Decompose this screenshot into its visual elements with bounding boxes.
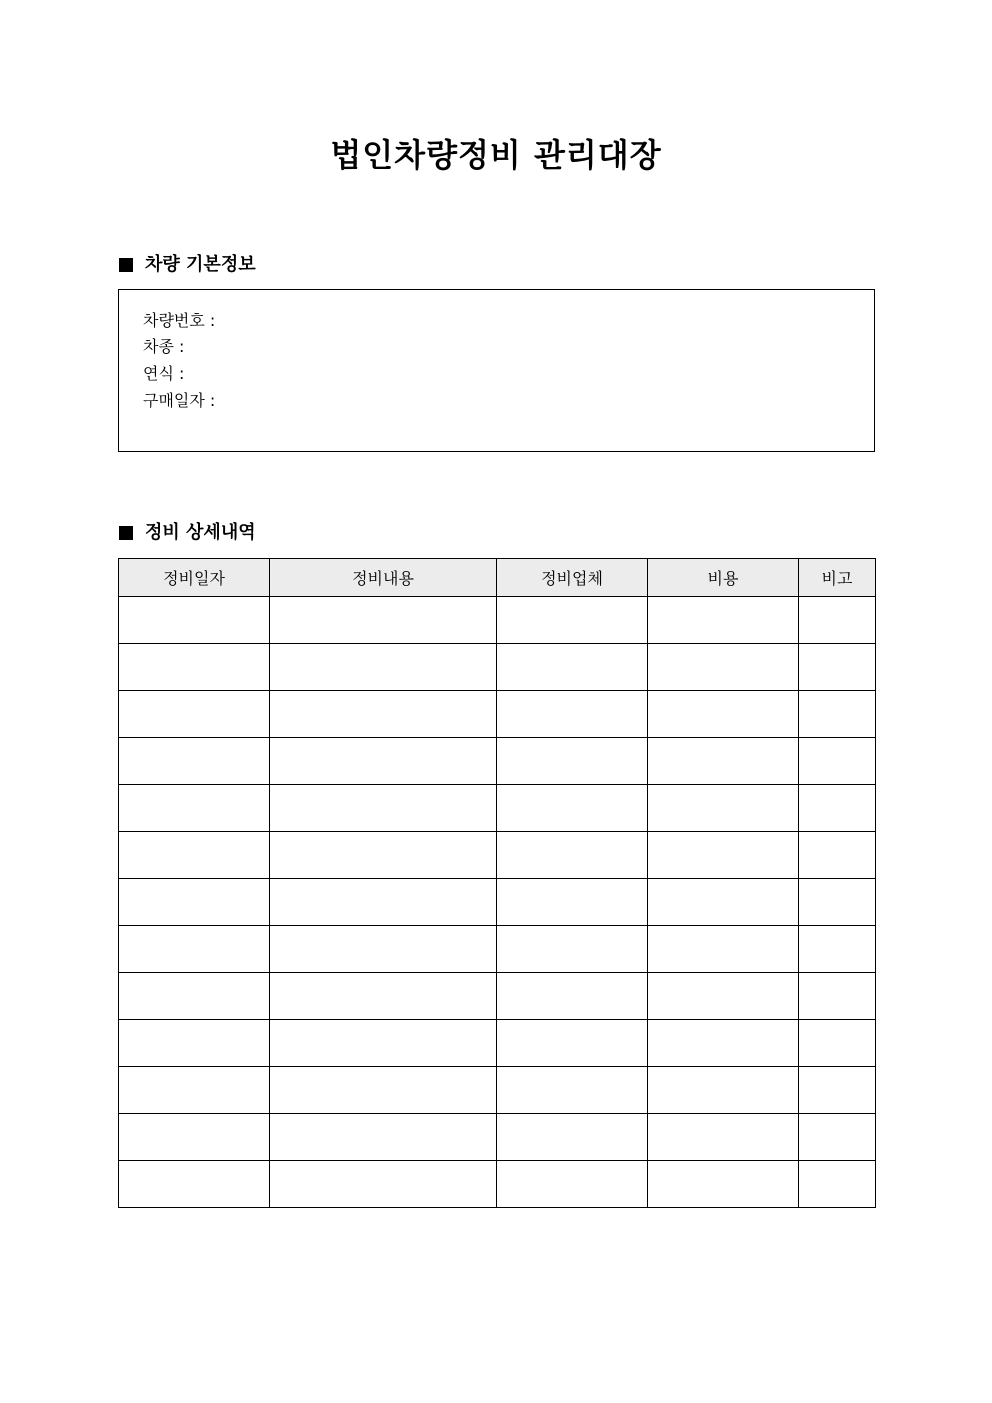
cell-content[interactable] (270, 832, 497, 879)
cell-date[interactable] (119, 597, 270, 644)
page-title: 법인차량정비 관리대장 (330, 136, 662, 174)
cell-vendor[interactable] (497, 973, 648, 1020)
column-header-vendor: 정비업체 (497, 559, 648, 597)
table-row (119, 1161, 876, 1208)
vehicle-info-box (118, 289, 875, 452)
cell-note[interactable] (799, 832, 876, 879)
cell-vendor[interactable] (497, 1161, 648, 1208)
cell-content[interactable] (270, 785, 497, 832)
cell-note[interactable] (799, 1161, 876, 1208)
cell-cost[interactable] (648, 644, 799, 691)
cell-cost[interactable] (648, 832, 799, 879)
field-purchase-date: 구매일자 : (143, 391, 216, 410)
cell-content[interactable] (270, 691, 497, 738)
cell-note[interactable] (799, 1067, 876, 1114)
cell-date[interactable] (119, 879, 270, 926)
cell-date[interactable] (119, 738, 270, 785)
cell-date[interactable] (119, 691, 270, 738)
cell-cost[interactable] (648, 926, 799, 973)
maintenance-heading-label: 정비 상세내역 (145, 522, 256, 543)
field-vehicle-number: 차량번호 : (143, 311, 216, 330)
cell-date[interactable] (119, 1161, 270, 1208)
table-row (119, 1020, 876, 1067)
cell-date[interactable] (119, 1020, 270, 1067)
table-row (119, 879, 876, 926)
cell-vendor[interactable] (497, 691, 648, 738)
cell-cost[interactable] (648, 1161, 799, 1208)
cell-content[interactable] (270, 644, 497, 691)
table-row (119, 973, 876, 1020)
table-row (119, 785, 876, 832)
column-header-content: 정비내용 (270, 559, 497, 597)
cell-note[interactable] (799, 785, 876, 832)
column-header-note: 비고 (799, 559, 876, 597)
black-square-icon (119, 526, 133, 540)
cell-cost[interactable] (648, 691, 799, 738)
cell-cost[interactable] (648, 1067, 799, 1114)
cell-date[interactable] (119, 1114, 270, 1161)
cell-cost[interactable] (648, 1020, 799, 1067)
table-row (119, 691, 876, 738)
cell-cost[interactable] (648, 879, 799, 926)
cell-content[interactable] (270, 1020, 497, 1067)
cell-vendor[interactable] (497, 597, 648, 644)
cell-content[interactable] (270, 738, 497, 785)
cell-vendor[interactable] (497, 1067, 648, 1114)
cell-note[interactable] (799, 1020, 876, 1067)
maintenance-table (118, 558, 876, 1208)
cell-cost[interactable] (648, 973, 799, 1020)
cell-note[interactable] (799, 1114, 876, 1161)
cell-date[interactable] (119, 1067, 270, 1114)
cell-date[interactable] (119, 785, 270, 832)
cell-content[interactable] (270, 1067, 497, 1114)
table-row (119, 597, 876, 644)
cell-note[interactable] (799, 644, 876, 691)
cell-note[interactable] (799, 597, 876, 644)
cell-note[interactable] (799, 973, 876, 1020)
cell-vendor[interactable] (497, 1020, 648, 1067)
cell-note[interactable] (799, 926, 876, 973)
cell-content[interactable] (270, 926, 497, 973)
cell-vendor[interactable] (497, 738, 648, 785)
cell-vendor[interactable] (497, 785, 648, 832)
vehicle-info-heading (119, 252, 256, 278)
column-header-cost: 비용 (648, 559, 799, 597)
cell-vendor[interactable] (497, 879, 648, 926)
table-header-row (119, 559, 876, 597)
cell-cost[interactable] (648, 738, 799, 785)
cell-date[interactable] (119, 973, 270, 1020)
cell-date[interactable] (119, 832, 270, 879)
column-header-date: 정비일자 (119, 559, 270, 597)
cell-vendor[interactable] (497, 832, 648, 879)
table-row (119, 644, 876, 691)
cell-vendor[interactable] (497, 926, 648, 973)
cell-content[interactable] (270, 597, 497, 644)
table-row (119, 926, 876, 973)
field-model-year: 연식 : (143, 364, 185, 383)
cell-vendor[interactable] (497, 644, 648, 691)
cell-content[interactable] (270, 879, 497, 926)
maintenance-heading (119, 520, 256, 546)
table-row (119, 832, 876, 879)
maintenance-table-body (119, 597, 876, 1208)
cell-cost[interactable] (648, 785, 799, 832)
cell-cost[interactable] (648, 1114, 799, 1161)
cell-note[interactable] (799, 738, 876, 785)
table-row (119, 738, 876, 785)
cell-vendor[interactable] (497, 1114, 648, 1161)
cell-content[interactable] (270, 973, 497, 1020)
cell-content[interactable] (270, 1114, 497, 1161)
black-square-icon (119, 258, 133, 272)
cell-date[interactable] (119, 926, 270, 973)
cell-note[interactable] (799, 879, 876, 926)
cell-content[interactable] (270, 1161, 497, 1208)
table-row (119, 1067, 876, 1114)
field-vehicle-model: 차종 : (143, 337, 185, 356)
vehicle-info-heading-label: 차량 기본정보 (145, 254, 256, 275)
cell-cost[interactable] (648, 597, 799, 644)
cell-date[interactable] (119, 644, 270, 691)
table-row (119, 1114, 876, 1161)
cell-note[interactable] (799, 691, 876, 738)
